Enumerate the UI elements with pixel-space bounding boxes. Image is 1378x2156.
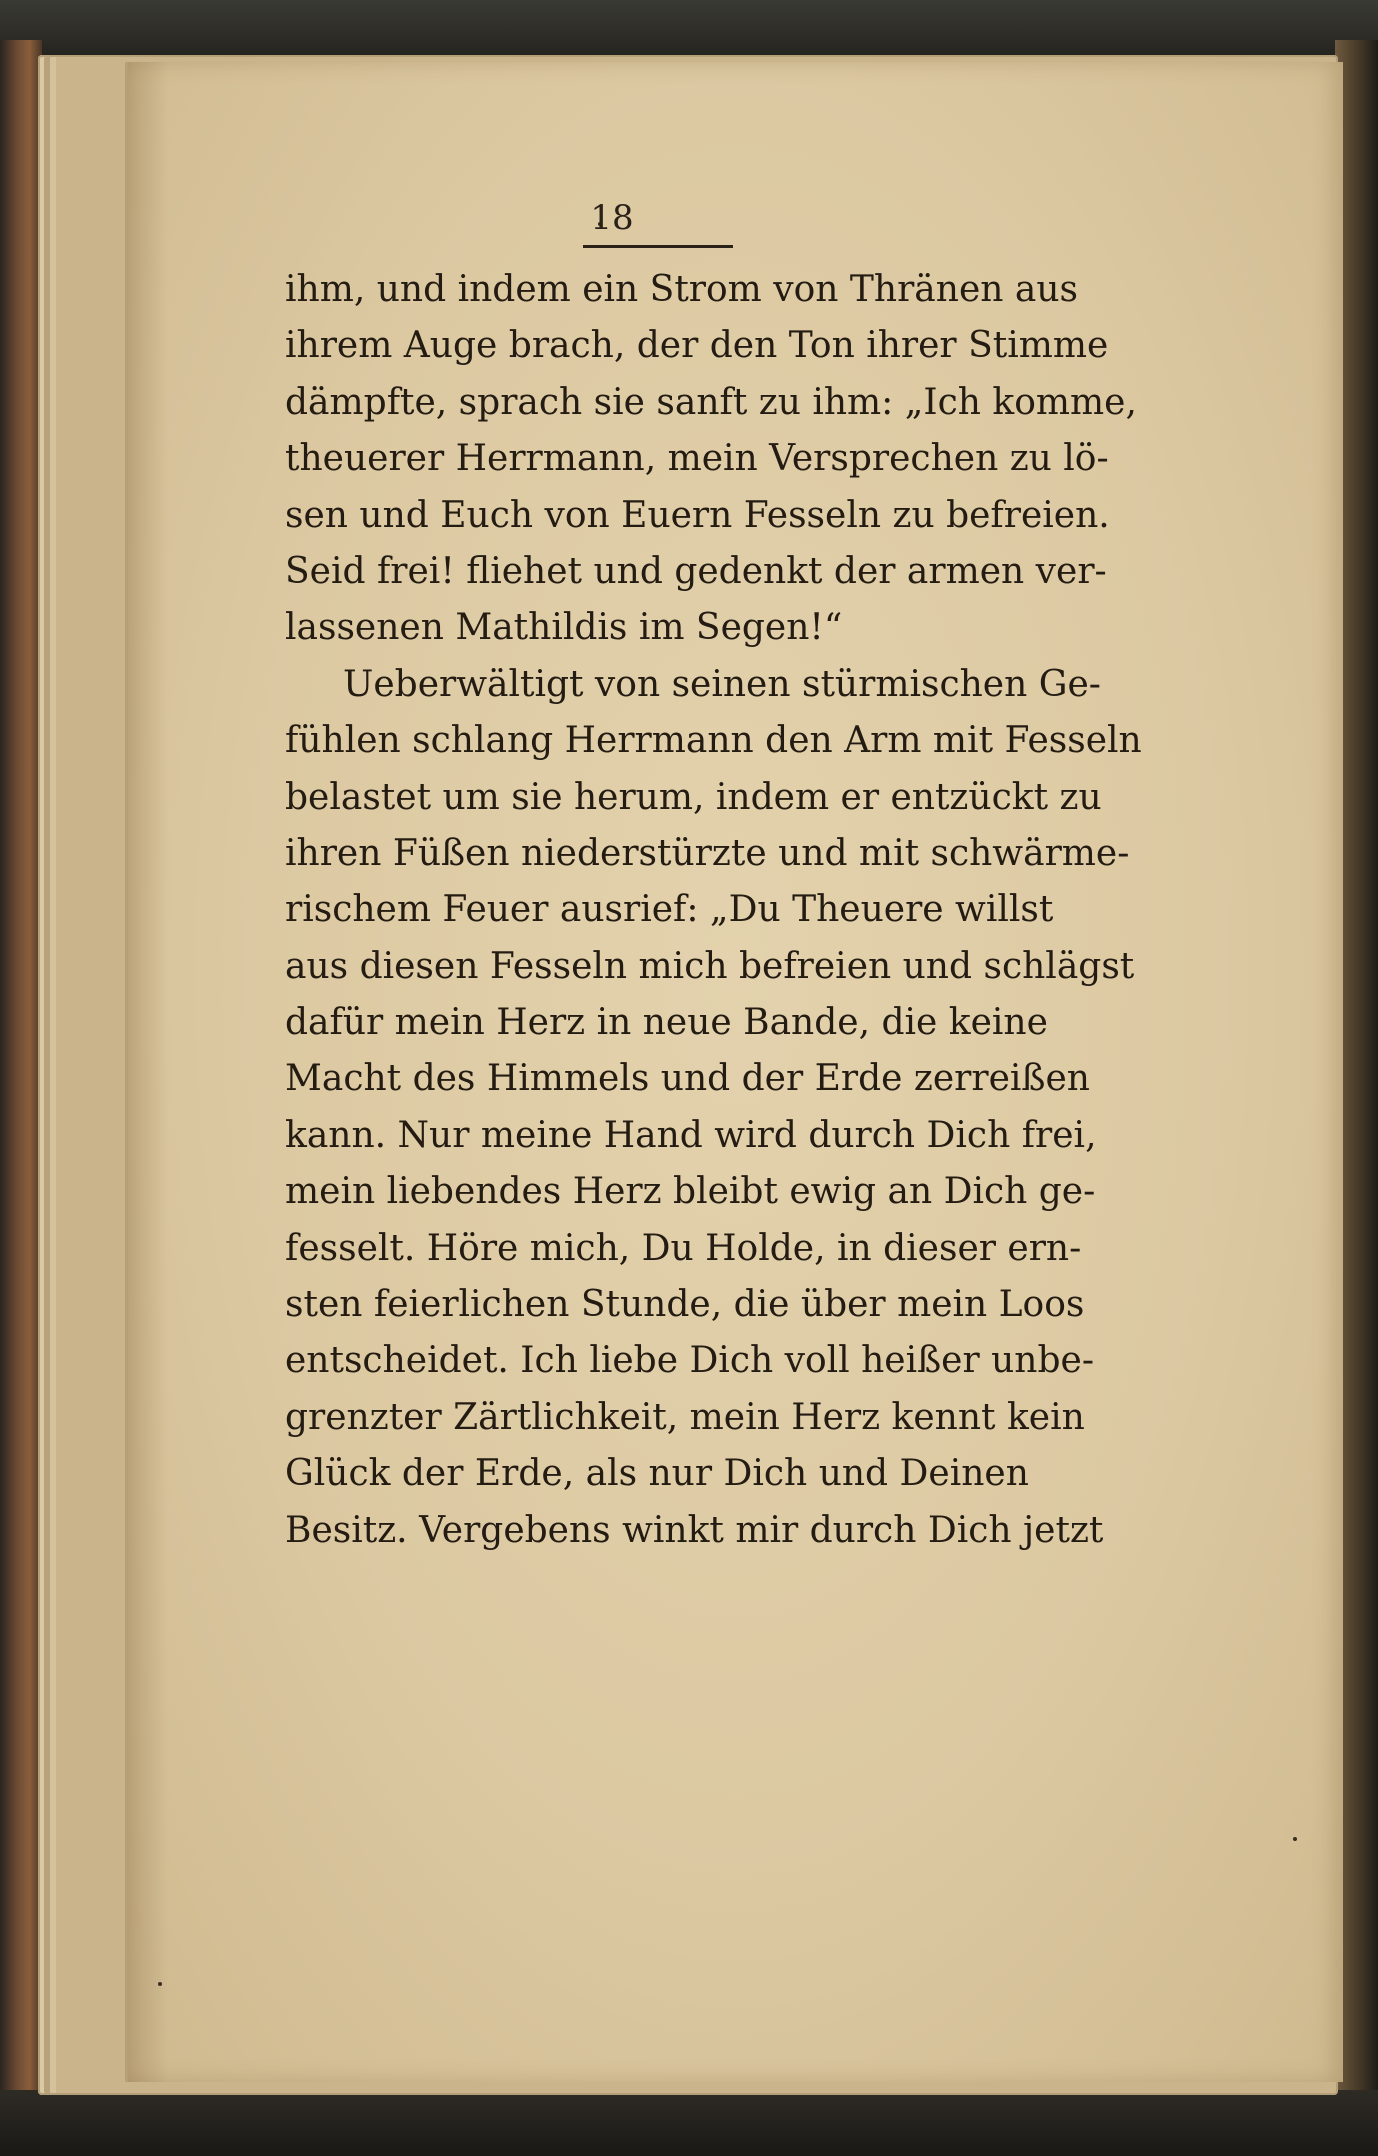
book-cover-bottom-edge — [0, 2090, 1378, 2156]
text-line: grenzter Zärtlichkeit, mein Herz kennt kein — [285, 1396, 1085, 1438]
text-line: mein liebendes Herz bleibt ewig an Dich ge- — [285, 1171, 1096, 1213]
text-line: Ueberwältigt von seinen stürmischen Ge- — [343, 663, 1101, 705]
paper-speck — [158, 1982, 162, 1986]
text-line: dafür mein Herz in neue Bande, die keine — [285, 1002, 1048, 1044]
paper-speck — [1293, 1837, 1297, 1841]
text-line: dämpfte, sprach sie sanft zu ihm: „Ich komme, — [285, 381, 1137, 423]
book-cover-left-edge — [0, 40, 42, 2110]
text-line: fühlen schlang Herrmann den Arm mit Fesseln — [285, 720, 1142, 762]
text-line: ihren Füßen niederstürzte und mit schwärme- — [285, 832, 1130, 874]
text-line: Glück der Erde, als nur Dich und Deinen — [285, 1453, 1029, 1495]
text-line: entscheidet. Ich liebe Dich voll heißer unbe- — [285, 1340, 1094, 1382]
text-line: lassenen Mathildis im Segen!“ — [285, 607, 843, 649]
text-line: sen und Euch von Euern Fesseln zu befreien. — [285, 494, 1110, 536]
text-line: belastet um sie herum, indem er entzückt zu — [285, 776, 1102, 818]
text-line: rischem Feuer ausrief: „Du Theuere willst — [285, 889, 1054, 931]
text-line: theuerer Herrmann, mein Versprechen zu lö- — [285, 438, 1109, 480]
text-line: sten feierlichen Stunde, die über mein Loos — [285, 1284, 1085, 1326]
text-line: fesselt. Höre mich, Du Holde, in dieser ern- — [285, 1227, 1082, 1269]
header-rule — [583, 245, 733, 248]
text-line: Macht des Himmels und der Erde zerreißen — [285, 1058, 1090, 1100]
text-line: Besitz. Vergebens winkt mir durch Dich jetzt — [285, 1509, 1104, 1551]
text-line: kann. Nur meine Hand wird durch Dich frei, — [285, 1114, 1097, 1156]
spine-shadow — [128, 62, 168, 2082]
text-line: ihm, und indem ein Strom von Thränen aus — [285, 269, 1079, 310]
text-line: Seid frei! fliehet und gedenkt der armen ver- — [285, 550, 1107, 592]
body-text — [285, 262, 1142, 1559]
page-number: 18 — [590, 198, 634, 238]
text-line: aus diesen Fesseln mich befreien und schlägst — [285, 945, 1135, 987]
text-line: ihrem Auge brach, der den Ton ihrer Stimme — [285, 325, 1109, 367]
